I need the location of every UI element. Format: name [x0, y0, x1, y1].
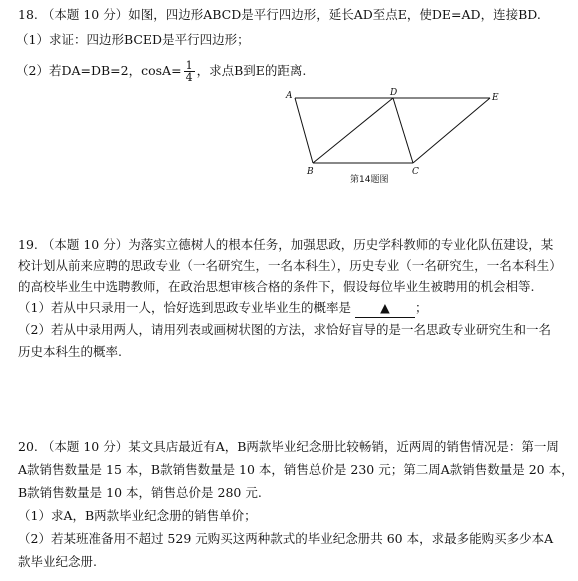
- cos-fraction: [184, 60, 195, 83]
- q19-line3: 的高校毕业生中选聘教师，在政治思想审核合格的条件下，假设每位毕业生被聘用的机会相等.: [18, 279, 535, 294]
- fraction-numerator: 1: [185, 59, 193, 72]
- q20-part1: （1）求A，B两款毕业纪念册的销售单价；: [18, 508, 257, 523]
- segment-BD: [313, 98, 393, 163]
- q18-part2-prefix: （2）若DA=DB=2，cosA=: [16, 63, 182, 78]
- q18-part2: [16, 60, 306, 83]
- q19-line2: 校计划从前来应聘的思政专业（一名研究生，一名本科生），历史专业（一名研究生，一名本科生）: [18, 258, 562, 273]
- q18-part2-suffix: ，求点B到E的距离.: [196, 63, 307, 78]
- figure-caption: 第14题图: [350, 175, 389, 185]
- q18-stem: 18. （本题 10 分）如图，四边形ABCD是平行四边形，延长AD至点E，使DE=AD，连接BD.: [18, 7, 541, 22]
- parallelogram-figure: [280, 88, 510, 188]
- fraction-denominator: 4: [185, 71, 193, 84]
- label-D: D: [390, 88, 398, 98]
- q19-part1-end: ；: [414, 300, 428, 315]
- segment-AB: [295, 98, 313, 163]
- segment-CE: [413, 98, 490, 163]
- q20-part2-line2: 款毕业纪念册.: [18, 554, 97, 569]
- q18-part1: （1）求证：四边形BCED是平行四边形；: [16, 32, 250, 47]
- q19-part1: [18, 299, 427, 318]
- q19-line1: 19. （本题 10 分）为落实立德树人的根本任务，加强思政，历史学科教师的专业化队伍建设，某: [18, 237, 554, 252]
- q20-line1: 20. （本题 10 分）某文具店最近有A，B两款毕业纪念册比较畅销，近两周的销售情况是：第一周: [18, 439, 559, 454]
- segment-DC: [393, 98, 413, 163]
- label-A: A: [286, 91, 293, 101]
- geometry-diagram: [280, 88, 510, 188]
- label-E: E: [492, 93, 499, 103]
- label-C: C: [412, 167, 419, 177]
- q20-line3: B款销售数量是 10 本，销售总价是 280 元.: [18, 485, 262, 500]
- q20-line2: A款销售数量是 15 本，B款销售数量是 10 本，销售总价是 230 元；第二周A款销售数量是 20 本，: [18, 462, 574, 477]
- q19-part2-line2: 历史本科生的概率.: [18, 344, 122, 359]
- answer-blank: ▲: [355, 299, 415, 318]
- q19-part2-line1: （2）若从中录用两人，请用列表或画树状图的方法，求恰好盲导的是一名思政专业研究生和一名: [18, 322, 551, 337]
- label-B: B: [307, 167, 314, 177]
- q20-part2-line1: （2）若某班准备用不超过 529 元购买这两种款式的毕业纪念册共 60 本，求最多能购买多少本A: [18, 531, 554, 546]
- q19-part1-text: （1）若从中只录用一人，恰好选到思政专业毕业生的概率是: [18, 300, 351, 315]
